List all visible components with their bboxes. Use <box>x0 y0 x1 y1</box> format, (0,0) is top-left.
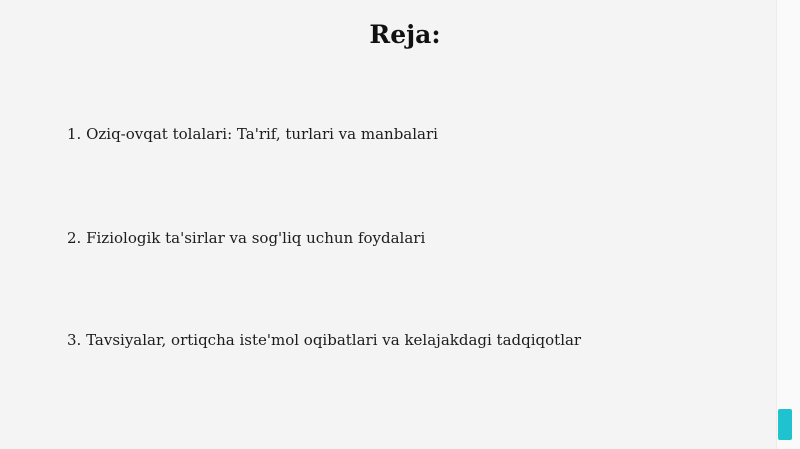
scrollbar-track[interactable] <box>776 0 800 449</box>
plan-item-3: 3. Tavsiyalar, ortiqcha iste'mol oqibatlari va kelajakdagi tadqiqotlar <box>67 331 582 349</box>
plan-item-2: 2. Fiziologik ta'sirlar va sog'liq uchun foydalari <box>67 229 426 247</box>
scrollbar-thumb[interactable] <box>778 409 792 440</box>
slide-title: Reja: <box>369 20 441 49</box>
plan-item-1: 1. Oziq-ovqat tolalari: Ta'rif, turlari va manbalari <box>67 125 438 143</box>
